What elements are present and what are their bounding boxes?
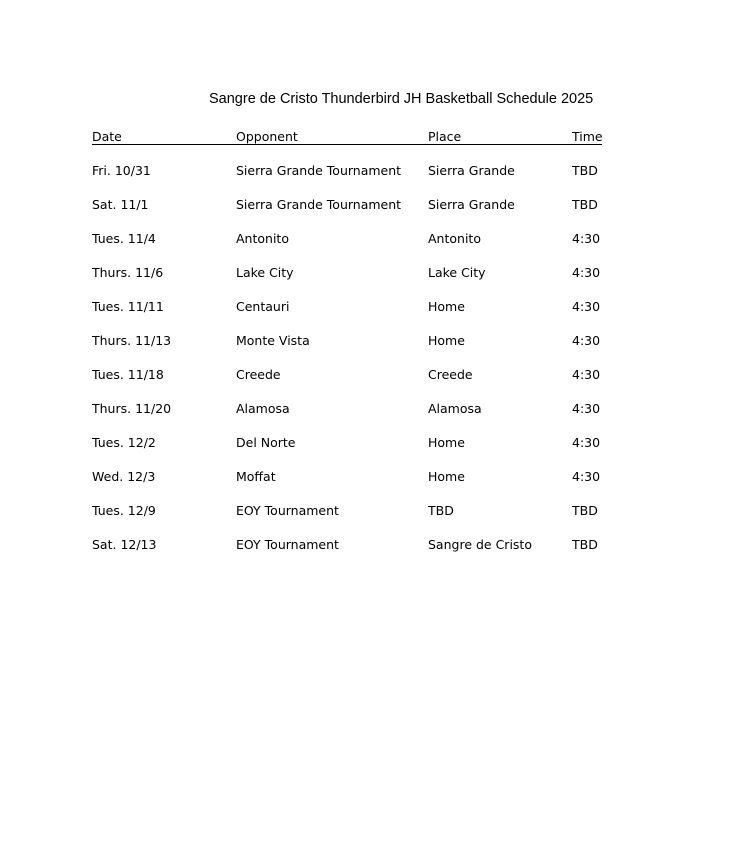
cell-place: Sierra Grande [428,197,515,212]
cell-time: 4:30 [572,333,601,348]
cell-time: 4:30 [572,367,601,382]
table-row [92,161,602,195]
table-row [92,433,602,467]
table-row [92,467,602,501]
cell-opponent: Antonito [236,231,289,246]
cell-opponent: Creede [236,367,281,382]
table-row [92,331,602,365]
cell-place: Home [428,333,465,348]
cell-opponent: Lake City [236,265,294,280]
cell-time: TBD [572,163,598,178]
cell-place: Antonito [428,231,481,246]
table-row [92,229,602,263]
cell-opponent: Sierra Grande Tournament [236,197,402,212]
cell-place: Sangre de Cristo [428,537,532,552]
cell-place: Home [428,435,465,450]
cell-time: 4:30 [572,265,601,280]
cell-place: Sierra Grande [428,163,515,178]
cell-place: Home [428,299,465,314]
cell-place: Home [428,469,465,484]
table-row [92,501,602,535]
cell-place: Lake City [428,265,486,280]
table-row [92,297,602,331]
cell-date: Tues. 12/2 [92,435,156,450]
cell-time: 4:30 [572,299,601,314]
table-header [92,127,602,145]
page-title: Sangre de Cristo Thunderbird JH Basketball Schedule 2025 [209,91,594,107]
table-row [92,365,602,399]
cell-opponent: Alamosa [236,401,290,416]
cell-time: 4:30 [572,231,601,246]
cell-date: Thurs. 11/13 [92,333,172,348]
schedule-table-body [92,161,602,569]
cell-place: Creede [428,367,473,382]
cell-time: TBD [572,503,598,518]
cell-date: Fri. 10/31 [92,163,151,178]
cell-opponent: Centauri [236,299,290,314]
cell-time: 4:30 [572,401,601,416]
cell-place: TBD [428,503,454,518]
cell-date: Tues. 12/9 [92,503,156,518]
cell-date: Tues. 11/4 [92,231,156,246]
cell-opponent: Moffat [236,469,276,484]
cell-date: Tues. 11/11 [92,299,164,314]
header-place: Place [428,129,462,144]
cell-opponent: EOY Tournament [236,503,339,518]
cell-date: Tues. 11/18 [92,367,164,382]
header-date: Date [92,129,122,144]
cell-place: Alamosa [428,401,482,416]
cell-opponent: EOY Tournament [236,537,339,552]
table-row [92,535,602,569]
cell-time: 4:30 [572,469,601,484]
header-time: Time [572,129,603,144]
table-row [92,399,602,433]
header-opponent: Opponent [236,129,298,144]
table-row [92,195,602,229]
cell-date: Thurs. 11/6 [92,265,164,280]
cell-time: TBD [572,537,598,552]
cell-opponent: Del Norte [236,435,296,450]
cell-date: Wed. 12/3 [92,469,156,484]
cell-date: Thurs. 11/20 [92,401,172,416]
cell-date: Sat. 12/13 [92,537,157,552]
cell-time: 4:30 [572,435,601,450]
cell-opponent: Sierra Grande Tournament [236,163,402,178]
cell-opponent: Monte Vista [236,333,310,348]
cell-time: TBD [572,197,598,212]
cell-date: Sat. 11/1 [92,197,149,212]
table-row [92,263,602,297]
